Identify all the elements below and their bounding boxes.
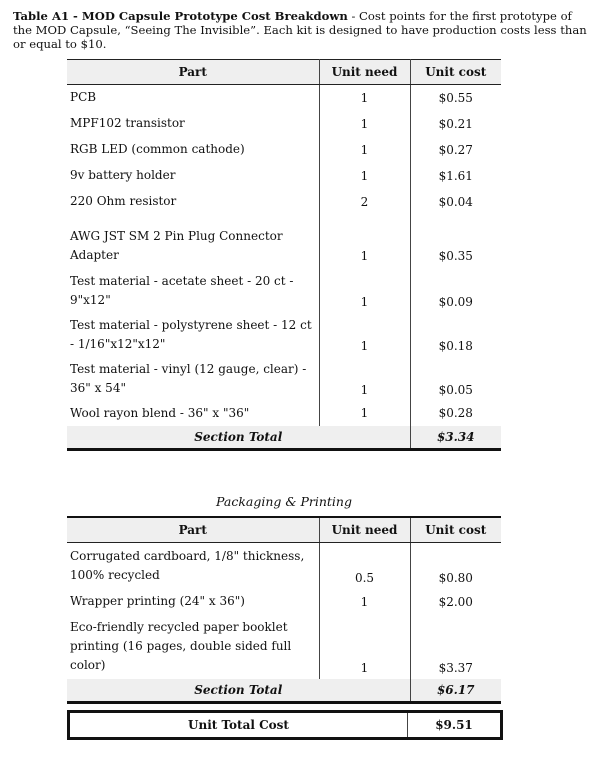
unit-need-cell: 1 (319, 137, 410, 163)
unit-need-cell: 1 (319, 85, 410, 111)
table-header-row (67, 60, 501, 85)
caption-text: - Cost points for the first prototype of the MOD Capsule, “Seeing The Invisible”. Each kit is designed to have production costs less than or equal to $10. (13, 9, 587, 51)
table-header-row (67, 517, 501, 543)
section-total-row (67, 679, 501, 703)
components-cost-table (67, 59, 501, 451)
table-row (67, 163, 501, 189)
unit-total-value: $9.51 (407, 713, 500, 737)
part-cell: Wool rayon blend - 36" x "36" (70, 405, 250, 420)
packaging-cost-table (67, 516, 501, 704)
section-total-label: Section Total (67, 679, 410, 703)
part-cell: Test material - acetate sheet - 20 ct - 9"x12" (70, 273, 294, 307)
table-row (67, 589, 501, 615)
table-row (67, 357, 501, 401)
section-total-label: Section Total (67, 426, 410, 450)
caption-label: Table A1 - MOD Capsule Prototype Cost Breakdown (13, 9, 348, 23)
unit-cost-cell: $0.28 (410, 401, 501, 426)
unit-cost-cell: $0.18 (410, 313, 501, 357)
header-unit-cost: Unit cost (410, 517, 501, 543)
unit-need-cell: 1 (319, 615, 410, 679)
section-heading-packaging: Packaging & Printing (216, 494, 352, 509)
table-row (67, 269, 501, 313)
unit-cost-cell: $2.00 (410, 589, 501, 615)
table-row (67, 137, 501, 163)
table-row (67, 111, 501, 137)
section-total-value: $3.34 (410, 426, 501, 450)
unit-cost-cell: $0.27 (410, 137, 501, 163)
part-cell: Test material - polystyrene sheet - 12 ct - 1/16"x12"x12" (70, 317, 312, 351)
part-cell: 220 Ohm resistor (70, 194, 177, 208)
unit-need-cell: 1 (319, 269, 410, 313)
unit-cost-cell: $0.55 (410, 85, 501, 111)
part-cell: Wrapper printing (24" x 36") (70, 594, 245, 608)
part-cell: 9v battery holder (70, 168, 176, 182)
unit-cost-cell: $0.21 (410, 111, 501, 137)
unit-need-cell: 1 (319, 163, 410, 189)
unit-cost-cell: $1.61 (410, 163, 501, 189)
unit-cost-cell: $0.80 (410, 543, 501, 589)
part-cell: PCB (70, 90, 97, 105)
unit-cost-cell: $0.09 (410, 269, 501, 313)
table-caption (13, 9, 593, 51)
part-cell: Eco-friendly recycled paper booklet printing (16 pages, double sided full color) (70, 620, 292, 672)
unit-cost-cell: $0.04 (410, 189, 501, 215)
unit-need-cell: 1 (319, 111, 410, 137)
header-unit-cost: Unit cost (410, 60, 501, 85)
table-row (67, 85, 501, 111)
unit-need-cell: 1 (319, 313, 410, 357)
header-unit-need: Unit need (319, 517, 410, 543)
unit-cost-cell: $3.37 (410, 615, 501, 679)
part-cell: RGB LED (common cathode) (70, 142, 245, 156)
table-row (67, 313, 501, 357)
header-part: Part (67, 517, 319, 543)
part-cell: Test material - vinyl (12 gauge, clear) - 36" x 54" (70, 361, 307, 395)
section-total-value: $6.17 (410, 679, 501, 703)
header-unit-need: Unit need (319, 60, 410, 85)
table-row (67, 189, 501, 215)
table-row (67, 215, 501, 269)
unit-need-cell: 0.5 (319, 543, 410, 589)
unit-need-cell: 1 (319, 357, 410, 401)
unit-need-cell: 1 (319, 215, 410, 269)
unit-cost-cell: $0.05 (410, 357, 501, 401)
unit-total-row (67, 710, 503, 740)
unit-need-cell: 1 (319, 401, 410, 426)
table-row (67, 615, 501, 679)
table-row (67, 543, 501, 589)
part-cell: MPF102 transistor (70, 116, 185, 130)
unit-total-label: Unit Total Cost (188, 718, 289, 732)
unit-cost-cell: $0.35 (410, 215, 501, 269)
part-cell: AWG JST SM 2 Pin Plug Connector Adapter (70, 228, 283, 262)
part-cell: Corrugated cardboard, 1/8" thickness, 100% recycled (70, 548, 305, 582)
unit-need-cell: 2 (319, 189, 410, 215)
table-row (67, 401, 501, 426)
header-part: Part (67, 60, 319, 85)
unit-need-cell: 1 (319, 589, 410, 615)
section-total-row (67, 426, 501, 450)
